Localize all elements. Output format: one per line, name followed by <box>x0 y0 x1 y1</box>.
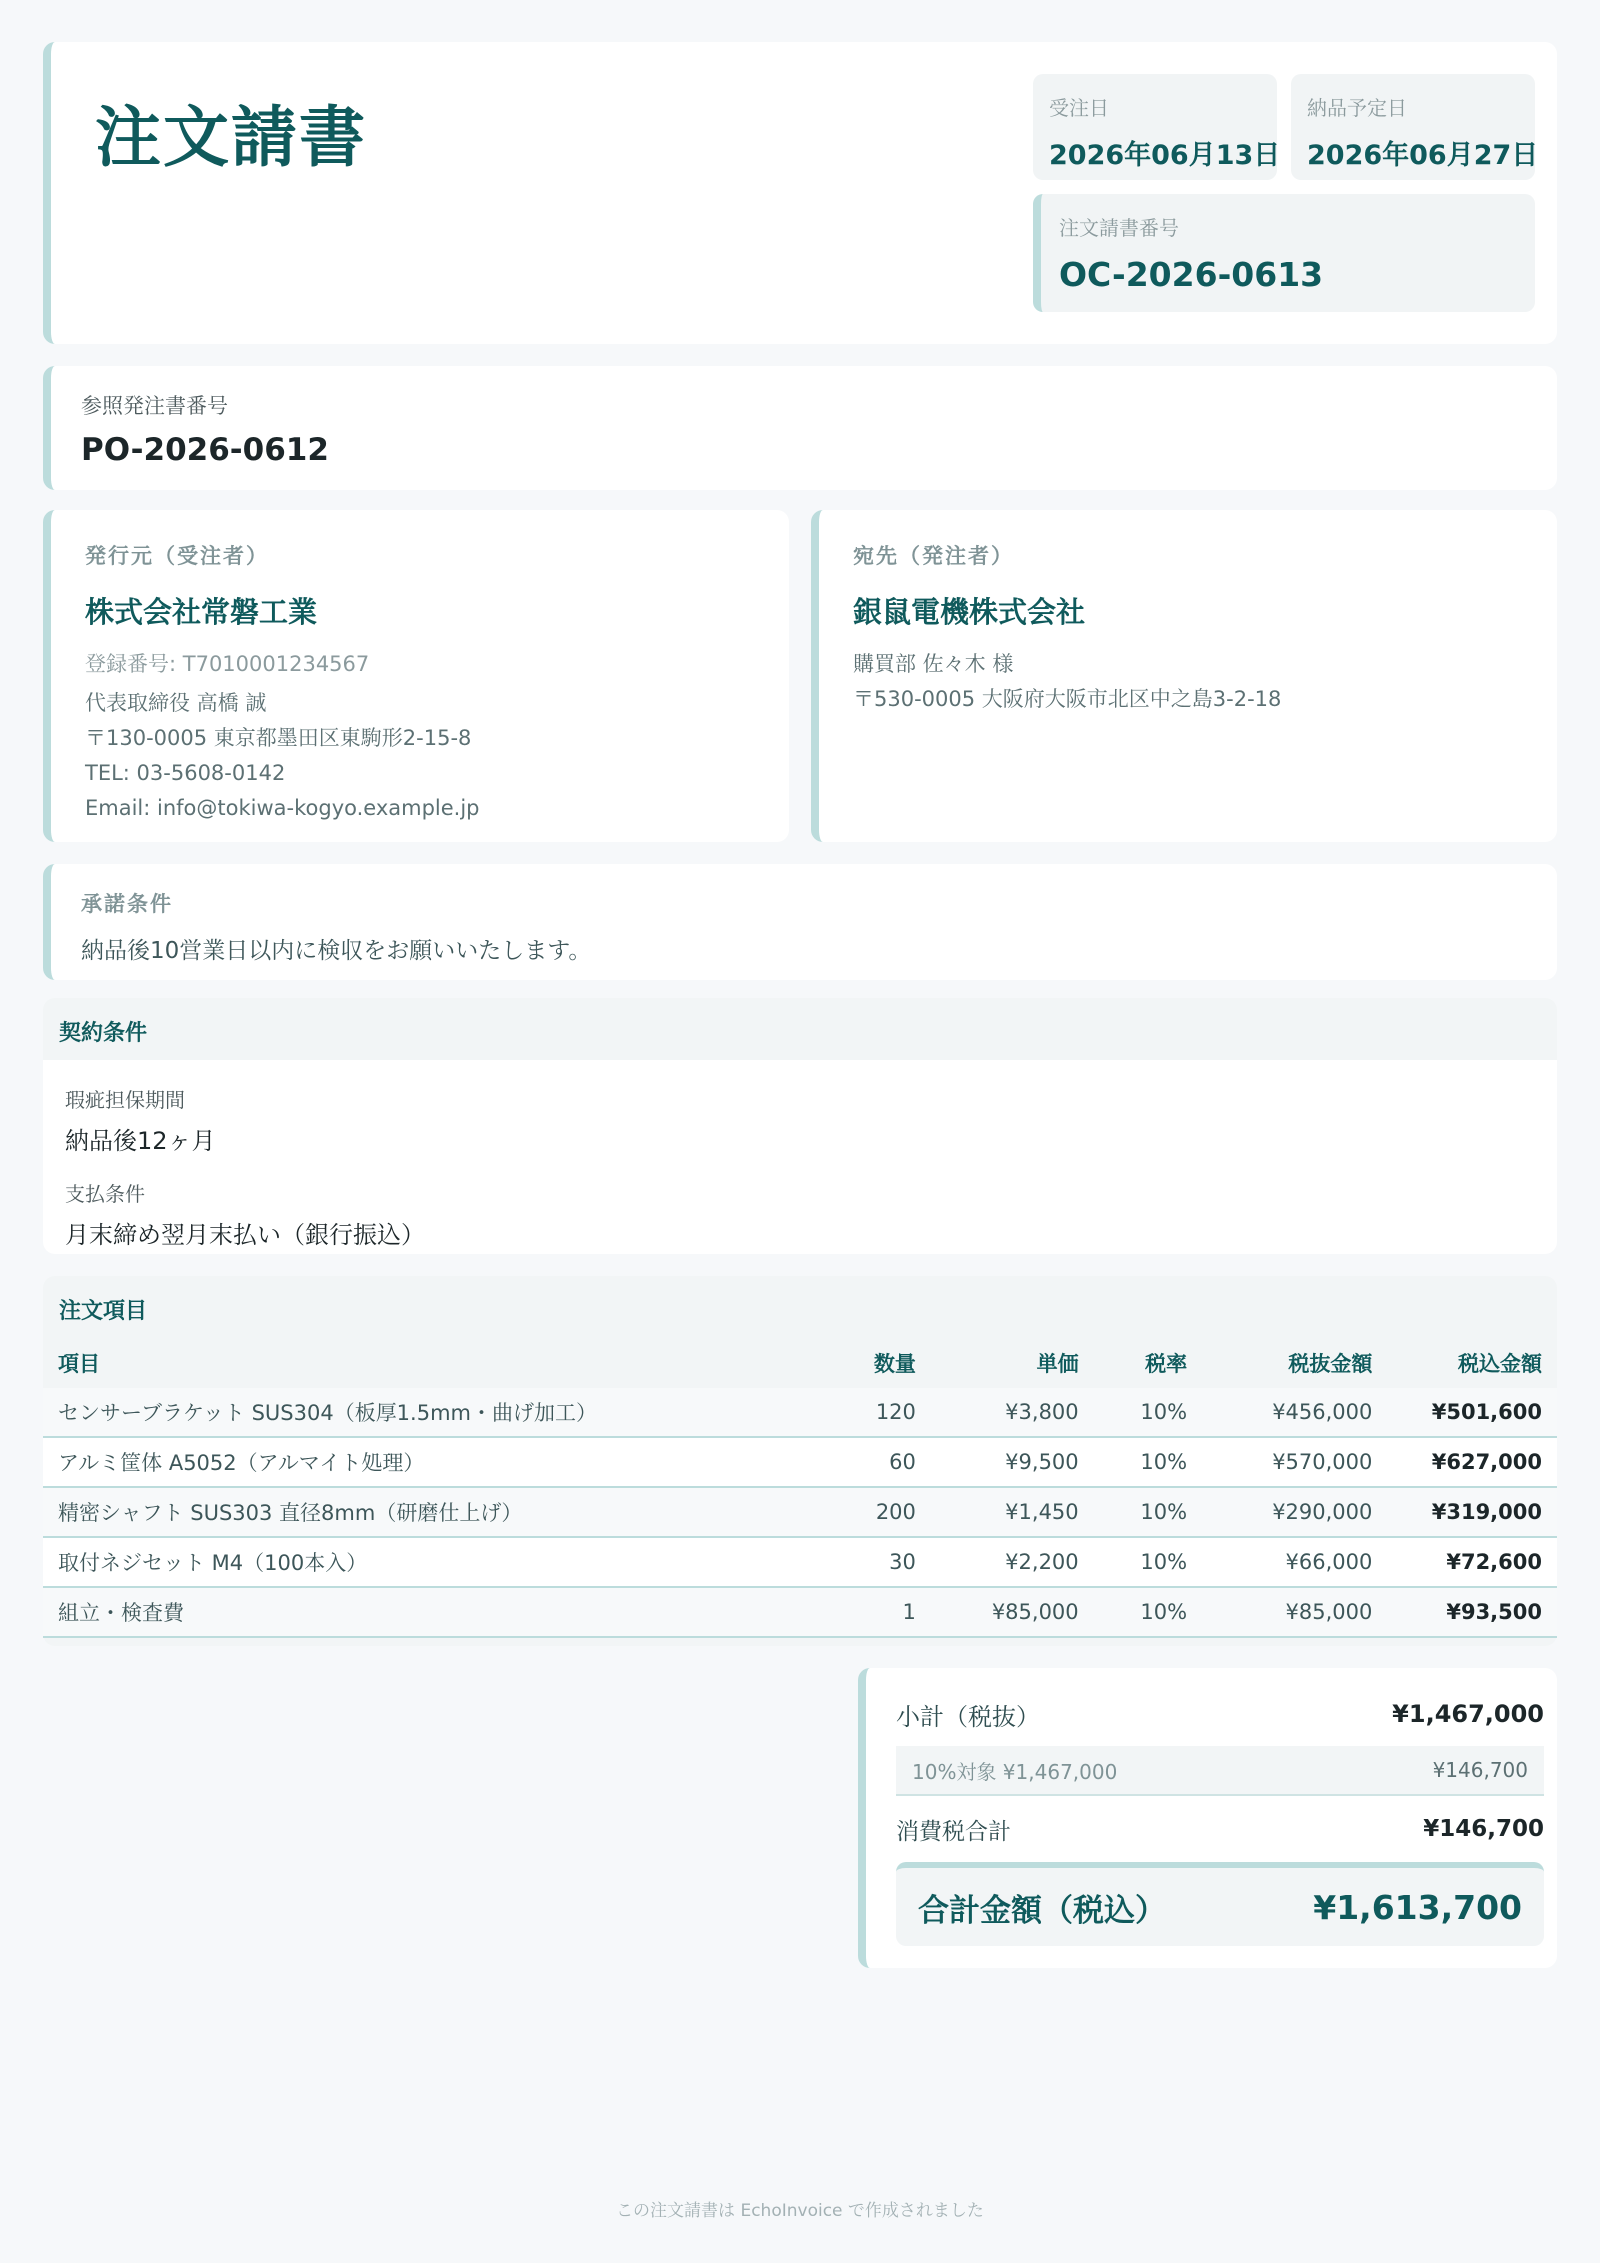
payment-label: 支払条件 <box>65 1182 145 1206</box>
acceptance-label: 承諾条件 <box>81 892 173 916</box>
recipient-card <box>811 510 1557 842</box>
cell-item-name: アルミ筐体 A5052（アルマイト処理） <box>43 1437 823 1487</box>
cell-subtotal: ¥570,000 <box>1202 1437 1387 1487</box>
subtotal-value: ¥1,467,000 <box>1392 1700 1544 1728</box>
cell-tax-rate: 10% <box>1094 1487 1202 1537</box>
document-title: 注文請書 <box>95 99 367 176</box>
order-date-box <box>1033 74 1281 180</box>
recipient-contact: 購買部 佐々木 様 <box>853 652 1014 676</box>
grand-total-label: 合計金額（税込） <box>918 1892 1166 1929</box>
tax-detail-label: 10%対象 ¥1,467,000 <box>912 1759 1118 1784</box>
contract-body <box>43 1060 1557 1254</box>
warranty-value: 納品後12ヶ月 <box>65 1127 216 1155</box>
footer-note: この注文請書は EchoInvoice で作成されました <box>616 2201 984 2221</box>
cell-total: ¥627,000 <box>1387 1437 1557 1487</box>
acceptance-text: 納品後10営業日以内に検収をお願いいたします。 <box>81 938 592 964</box>
column-header-tax-rate: 税率 <box>1145 1352 1188 1376</box>
issuer-company: 株式会社常磐工業 <box>85 595 318 629</box>
issuer-tel: TEL: 03-5608-0142 <box>85 761 286 785</box>
cell-quantity: 30 <box>823 1537 931 1587</box>
recipient-address: 〒530-0005 大阪府大阪市北区中之島3-2-18 <box>853 687 1282 711</box>
items-header-row <box>43 1338 1557 1388</box>
grand-total-value: ¥1,613,700 <box>1313 1887 1522 1927</box>
cell-tax-rate: 10% <box>1094 1587 1202 1637</box>
order-confirmation-number-box <box>1033 194 1535 312</box>
delivery-date-value: 2026年06月27日 <box>1307 140 1539 171</box>
subtotal-row <box>896 1694 1544 1734</box>
column-header-total: 税込金額 <box>1458 1352 1542 1376</box>
cell-total: ¥319,000 <box>1387 1487 1557 1537</box>
document-header <box>43 42 1557 344</box>
cell-tax-rate: 10% <box>1094 1388 1202 1437</box>
cell-unit-price: ¥9,500 <box>931 1437 1094 1487</box>
cell-subtotal: ¥66,000 <box>1202 1537 1387 1587</box>
oc-number-label: 注文請書番号 <box>1059 216 1179 240</box>
cell-quantity: 1 <box>823 1587 931 1637</box>
items-heading: 注文項目 <box>59 1299 148 1324</box>
cell-quantity: 200 <box>823 1487 931 1537</box>
order-date-value: 2026年06月13日 <box>1049 140 1281 171</box>
issuer-heading: 発行元（受注者） <box>85 544 269 568</box>
issuer-address: 〒130-0005 東京都墨田区東駒形2-15-8 <box>85 726 472 750</box>
cell-unit-price: ¥1,450 <box>931 1487 1094 1537</box>
table-row <box>43 1487 1557 1537</box>
order-items-section <box>43 1276 1557 1646</box>
warranty-label: 瑕疵担保期間 <box>65 1088 185 1112</box>
cell-subtotal: ¥85,000 <box>1202 1587 1387 1637</box>
recipient-company: 銀鼠電機株式会社 <box>853 595 1086 629</box>
tax-detail-row <box>896 1746 1544 1796</box>
oc-number-value: OC-2026-0613 <box>1059 255 1324 294</box>
tax-total-label: 消費税合計 <box>896 1818 1011 1845</box>
table-row <box>43 1437 1557 1487</box>
reference-po-card <box>43 366 1557 490</box>
cell-total: ¥93,500 <box>1387 1587 1557 1637</box>
cell-item-name: 精密シャフト SUS303 直径8mm（研磨仕上げ） <box>43 1487 823 1537</box>
table-row <box>43 1537 1557 1587</box>
column-header-item: 項目 <box>58 1352 100 1376</box>
cell-subtotal: ¥290,000 <box>1202 1487 1387 1537</box>
order-date-label: 受注日 <box>1049 96 1109 120</box>
column-header-subtotal: 税抜金額 <box>1288 1352 1373 1376</box>
contract-terms-section <box>43 998 1557 1254</box>
cell-unit-price: ¥2,200 <box>931 1537 1094 1587</box>
recipient-heading: 宛先（発注者） <box>853 544 1014 568</box>
reference-po-value: PO-2026-0612 <box>81 432 329 468</box>
cell-tax-rate: 10% <box>1094 1437 1202 1487</box>
issuer-registration: 登録番号: T7010001234567 <box>85 652 370 676</box>
cell-unit-price: ¥3,800 <box>931 1388 1094 1437</box>
grand-total-row <box>896 1862 1544 1946</box>
subtotal-label: 小計（税抜） <box>896 1702 1040 1731</box>
table-row <box>43 1587 1557 1637</box>
cell-item-name: 取付ネジセット M4（100本入） <box>43 1537 823 1587</box>
cell-quantity: 60 <box>823 1437 931 1487</box>
delivery-date-label: 納品予定日 <box>1307 96 1407 120</box>
issuer-email: Email: info@tokiwa-kogyo.example.jp <box>85 796 480 820</box>
cell-unit-price: ¥85,000 <box>931 1587 1094 1637</box>
acceptance-terms-card <box>43 864 1557 980</box>
cell-item-name: センサーブラケット SUS304（板厚1.5mm・曲げ加工） <box>43 1388 823 1437</box>
table-row <box>43 1388 1557 1437</box>
reference-po-label: 参照発注書番号 <box>81 394 228 418</box>
items-table <box>43 1338 1557 1638</box>
column-header-quantity: 数量 <box>873 1352 916 1376</box>
cell-total: ¥501,600 <box>1387 1388 1557 1437</box>
tax-total-value: ¥146,700 <box>1423 1816 1544 1842</box>
delivery-date-box <box>1291 74 1539 180</box>
tax-detail-value: ¥146,700 <box>1432 1758 1528 1782</box>
totals-card <box>858 1668 1557 1968</box>
cell-item-name: 組立・検査費 <box>43 1587 823 1637</box>
cell-tax-rate: 10% <box>1094 1537 1202 1587</box>
cell-quantity: 120 <box>823 1388 931 1437</box>
cell-total: ¥72,600 <box>1387 1537 1557 1587</box>
cell-subtotal: ¥456,000 <box>1202 1388 1387 1437</box>
column-header-unit-price: 単価 <box>1036 1352 1079 1376</box>
issuer-representative: 代表取締役 高橋 誠 <box>85 691 267 715</box>
contract-heading: 契約条件 <box>59 1021 148 1046</box>
issuer-card <box>43 510 789 842</box>
payment-value: 月末締め翌月末払い（銀行振込） <box>65 1221 425 1249</box>
tax-total-row <box>896 1804 1544 1854</box>
